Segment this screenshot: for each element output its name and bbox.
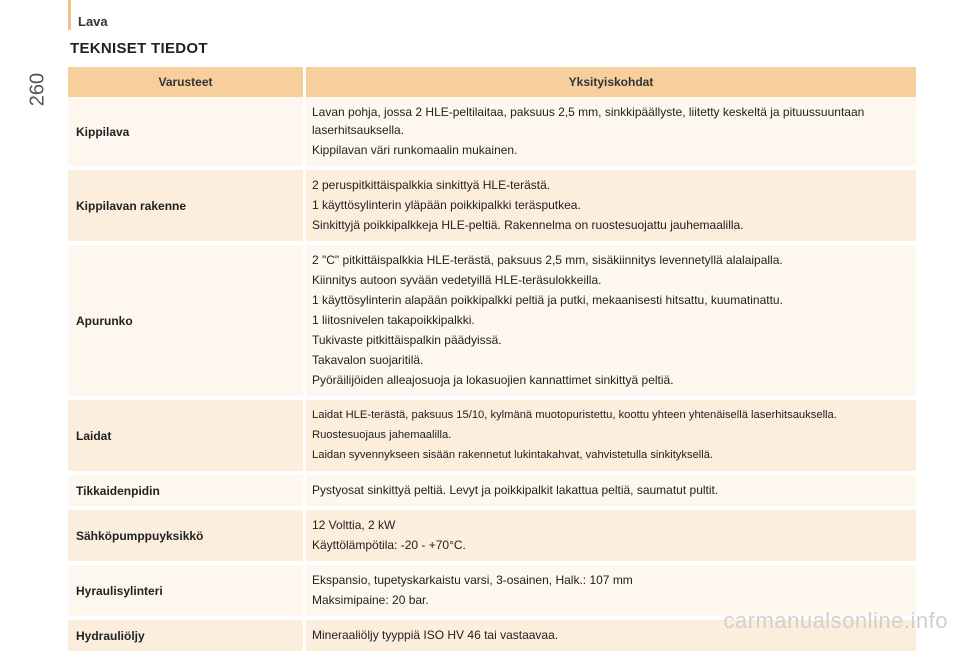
row-details bbox=[306, 475, 916, 510]
row-label: Hyraulisylinteri bbox=[68, 565, 306, 620]
detail-line: Takavalon suojaritilä. bbox=[312, 353, 424, 367]
page-title: TEKNISET TIEDOT bbox=[70, 40, 208, 57]
detail-line: 2 peruspitkittäispalkkia sinkittyä HLE-terästä. bbox=[312, 178, 551, 192]
specs-table bbox=[68, 67, 916, 655]
detail-line: Tukivaste pitkittäispalkin päädyissä. bbox=[312, 333, 502, 347]
detail-line: 1 käyttösylinterin alapään poikkipalkki peltiä ja putki, mekaanisesti hitsattu, kuumatinattu. bbox=[312, 293, 783, 307]
column-header-equipment: Varusteet bbox=[68, 67, 306, 97]
row-label: Tikkaidenpidin bbox=[68, 475, 306, 510]
detail-line: Laidan syvennykseen sisään rakennetut lukintakahvat, vahvistetulla sinkityksellä. bbox=[312, 449, 714, 461]
table-row bbox=[68, 510, 916, 565]
table-header-row bbox=[68, 67, 916, 97]
detail-line: 12 Volttia, 2 kW bbox=[312, 518, 396, 532]
detail-line: Maksimipaine: 20 bar. bbox=[312, 593, 429, 607]
section-title: Lava bbox=[78, 14, 108, 29]
detail-line: Lavan pohja, jossa 2 HLE-peltilaitaa, paksuus 2,5 mm, sinkkipäällyste, liitetty keskeltä ja pituussuuntaan laserhitsauksella. bbox=[312, 105, 865, 137]
row-label: Kippilava bbox=[68, 97, 306, 170]
row-details bbox=[306, 400, 916, 475]
detail-line: Kippilavan väri runkomaalin mukainen. bbox=[312, 143, 518, 157]
watermark: carmanualsonline.info bbox=[723, 608, 948, 633]
row-label: Kippilavan rakenne bbox=[68, 170, 306, 245]
row-details bbox=[306, 245, 916, 400]
detail-line: Laidat HLE-terästä, paksuus 15/10, kylmänä muotopuristettu, koottu yhteen yhtenäisellä laserhitsauksella. bbox=[312, 409, 837, 421]
detail-line: Mineraaliöljy tyyppiä ISO HV 46 tai vastaavaa. bbox=[312, 628, 559, 642]
detail-line: 2 "C" pitkittäispalkkia HLE-terästä, paksuus 2,5 mm, sisäkiinnitys levennetyllä alalaipalla. bbox=[312, 253, 783, 267]
detail-line: Kiinnitys autoon syvään vedetyillä HLE-teräsulokkeilla. bbox=[312, 273, 602, 287]
column-header-details: Yksityiskohdat bbox=[306, 67, 916, 97]
row-details bbox=[306, 97, 916, 170]
page-number: 260 bbox=[26, 72, 49, 107]
detail-line: Ruostesuojaus jahemaalilla. bbox=[312, 429, 452, 441]
table-row bbox=[68, 400, 916, 475]
row-label: Laidat bbox=[68, 400, 306, 475]
row-label: Sähköpumppuyksikkö bbox=[68, 510, 306, 565]
table-row bbox=[68, 245, 916, 400]
detail-line: Pystyosat sinkittyä peltiä. Levyt ja poikkipalkit lakattua peltiä, saumatut pultit. bbox=[312, 483, 719, 497]
detail-line: Ekspansio, tupetyskarkaistu varsi, 3-osainen, Halk.: 107 mm bbox=[312, 573, 633, 587]
detail-line: Pyöräilijöiden alleajosuoja ja lokasuojien kannattimet sinkittyä peltiä. bbox=[312, 373, 674, 387]
table-row bbox=[68, 170, 916, 245]
page-number-wrap bbox=[18, 72, 58, 107]
row-label: Hydrauliöljy bbox=[68, 620, 306, 655]
section-accent-bar bbox=[68, 0, 71, 30]
table-row bbox=[68, 475, 916, 510]
row-details bbox=[306, 170, 916, 245]
table-row bbox=[68, 97, 916, 170]
table-body bbox=[68, 97, 916, 655]
detail-line: 1 liitosnivelen takapoikkipalkki. bbox=[312, 313, 475, 327]
detail-line: 1 käyttösylinterin yläpään poikkipalkki teräsputkea. bbox=[312, 198, 581, 212]
detail-line: Sinkittyjä poikkipalkkeja HLE-peltiä. Rakennelma on ruostesuojattu jauhemaalilla. bbox=[312, 218, 744, 232]
row-details bbox=[306, 510, 916, 565]
row-label: Apurunko bbox=[68, 245, 306, 400]
detail-line: Käyttölämpötila: -20 - +70°C. bbox=[312, 538, 466, 552]
